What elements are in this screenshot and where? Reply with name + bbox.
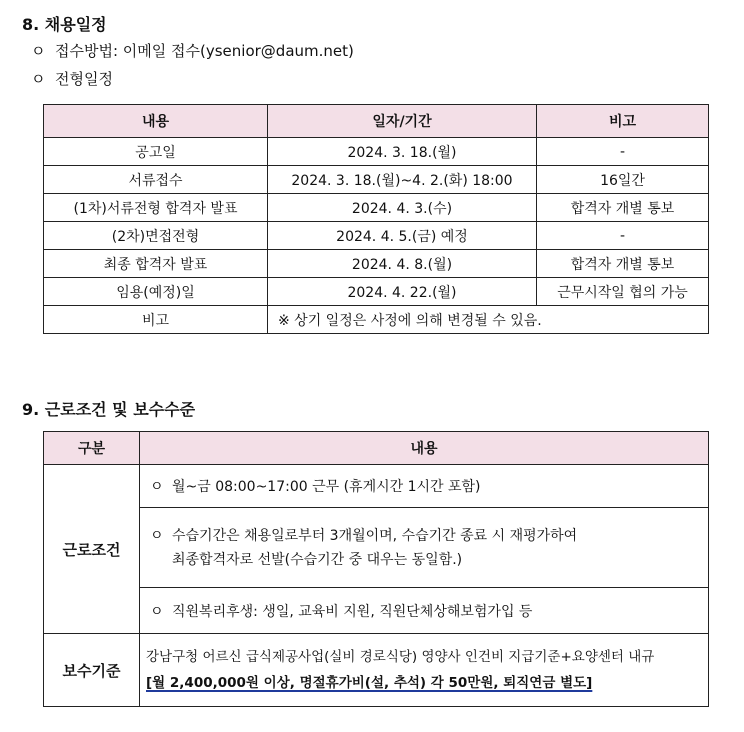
table-row [44,194,709,222]
table-row [44,138,709,166]
header-cell: 내용 [140,432,709,465]
table-cell: 16일간 [537,166,709,194]
table-cell: 2024. 4. 3.(수) [268,194,537,222]
work-conditions-label: 근로조건 [44,465,140,634]
section-9-title: 9. 근로조건 및 보수수준 [22,400,196,419]
table-cell: 근무시작일 협의 가능 [537,278,709,306]
table-cell: 합격자 개별 통보 [537,250,709,278]
table-header-row [44,105,709,138]
table-row [44,250,709,278]
work-item [140,465,709,508]
table-cell: (1차)서류전형 합격자 발표 [44,194,268,222]
conditions-table [43,431,709,707]
section-8-title: 8. 채용일정 [22,15,107,34]
bullet-application-method [31,40,354,61]
work-item-text: 직원복리후생: 생일, 교육비 지원, 직원단체상해보험가입 등 [172,603,533,620]
table-row [44,634,709,707]
table-cell: 공고일 [44,138,268,166]
header-cell: 일자/기간 [268,105,537,138]
work-item [140,508,709,588]
header-cell: 구분 [44,432,140,465]
header-cell: 비고 [537,105,709,138]
bullet-mark: ㅇ [31,42,46,60]
table-header-row [44,432,709,465]
pay-standard-label: 보수기준 [44,634,140,707]
table-cell: 임용(예정)일 [44,278,268,306]
note-text-cell: ※ 상기 일정은 사정에 의해 변경될 수 있음. [268,306,709,334]
bullet-mark: ㅇ [150,479,164,495]
table-cell: 2024. 3. 18.(월)~4. 2.(화) 18:00 [268,166,537,194]
table-cell: 2024. 4. 22.(월) [268,278,537,306]
table-cell: 2024. 4. 8.(월) [268,250,537,278]
table-cell: 최종 합격자 발표 [44,250,268,278]
table-row [44,588,709,634]
table-cell: 2024. 3. 18.(월) [268,138,537,166]
table-row [44,166,709,194]
table-row [44,222,709,250]
pay-standard-cell [140,634,709,707]
table-cell: - [537,138,709,166]
bullet-mark: ㅇ [150,603,164,620]
pay-standard-text: 강남구청 어르신 급식제공사업(실비 경로식당) 영양사 인건비 지급기준+요양센터 내규 [146,649,655,665]
work-item-text: 월~금 08:00~17:00 근무 (휴게시간 1시간 포함) [172,479,481,495]
table-row [44,508,709,588]
header-cell: 내용 [44,105,268,138]
work-item [140,588,709,634]
bullet-text: 전형일정 [55,70,113,88]
table-row [44,465,709,508]
table-row [44,278,709,306]
bullet-schedule [31,68,113,89]
work-item-text: 최종합격자로 선발(수습기간 중 대우는 동일함.) [172,551,463,568]
note-label-cell: 비고 [44,306,268,334]
bullet-mark: ㅇ [31,70,46,88]
table-cell: 합격자 개별 통보 [537,194,709,222]
schedule-table [43,104,709,334]
table-cell: - [537,222,709,250]
work-item-text: 수습기간은 채용일로부터 3개월이며, 수습기간 종료 시 재평가하여 [172,527,578,544]
bullet-text: 접수방법: 이메일 접수(ysenior@daum.net) [55,42,354,60]
table-cell: 2024. 4. 5.(금) 예정 [268,222,537,250]
table-cell: (2차)면접전형 [44,222,268,250]
bullet-mark: ㅇ [150,527,164,544]
table-note-row [44,306,709,334]
table-cell: 서류접수 [44,166,268,194]
pay-amount-text: [월 2,400,000원 이상, 명절휴가비(설, 추석) 각 50만원, 퇴직연금 별도] [146,675,593,691]
